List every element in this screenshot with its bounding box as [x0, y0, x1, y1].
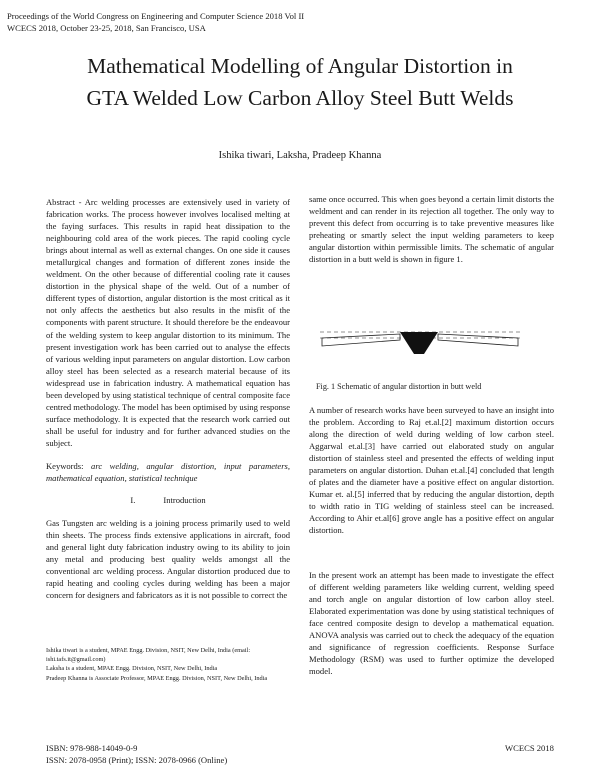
right-column-middle: [309, 404, 554, 537]
distortion-schematic-figure: [320, 316, 520, 366]
conference-header: WCECS 2018, October 23-25, 2018, San Francisco, USA: [7, 23, 206, 33]
right-column-top: [309, 193, 554, 265]
isbn: ISBN: 978-988-14049-0-9: [46, 743, 138, 753]
proceedings-header: Proceedings of the World Congress on Engineering and Computer Science 2018 Vol II: [7, 11, 305, 21]
section-heading-introduction: [46, 494, 290, 506]
issn: ISSN: 2078-0958 (Print); ISSN: 2078-0966 (Online): [46, 755, 228, 765]
weld-bead: [400, 332, 438, 354]
section-title: Introduction: [163, 495, 206, 506]
intro-paragraph: Gas Tungsten arc welding is a joining process primarily used to weld thin sheets. The process finds extensive applications in aircraft, food and general light duty fabrication industry owing to its ability to join any metal and producing best quality welds amongst all the conventional arc welding process. Angular distortion produced due to rapid heating and cooling cycles during welding has been a major concern for designers and fabricators as it is not possible to correct the: [46, 518, 290, 601]
author-list: Ishika tiwari, Laksha, Pradeep Khanna: [218, 150, 382, 161]
left-column: [46, 196, 290, 601]
keywords-label: Keywords:: [46, 460, 84, 471]
paper-title: [20, 50, 580, 114]
keywords-text: arc welding, angular distortion, input parameters, mathematical equation, statistical technique: [46, 460, 290, 484]
figure-caption: Fig. 1 Schematic of angular distortion in butt weld: [316, 382, 482, 391]
title-line-2: GTA Welded Low Carbon Alloy Steel Butt Welds: [86, 86, 514, 110]
conference-footer: WCECS 2018: [505, 743, 554, 753]
footnotes: [46, 646, 294, 683]
footnote-author-2: Laksha is a student, MPAE Engg. Division, NSIT, New Delhi, India: [46, 665, 218, 673]
right-paragraph-3: In the present work an attempt has been made to investigate the effect of different welding parameters like welding current, welding speed and torch angle on angular distortion of low carbon alloy steel. Elaborated experimentation was done by using statistical techniques of face centred composite design to develop a mathematical equation. ANOVA analysis was carried out to check the adequacy of the equation and significance of regression coefficients. Response Surface Methodology (RSM) was used to further optimize the developed model.: [309, 570, 554, 677]
left-plate: [322, 334, 400, 346]
right-paragraph-2: A number of research works have been surveyed to have an insight into the problem. According to Raj et.al.[2] maximum distortion occurs along the direction of weld during welding of low carbon steel. Aggarwal et.al.[3] have carried out elaborated study on angular distortion of stainless steel and presented the effects of welding input parameters on angular distortion. Duhan et.al.[4] concluded that length of plates and the diameter have a positive effect on angular distortion. Kumar et. al.[5] inferred that by reducing the angular distortion, depth to width ratio in TIG welding of stainless steel can be increased. According to Ahir et.al[6] grove angle has a positive effect on angular distortion.: [309, 405, 554, 536]
section-number: I.: [130, 495, 136, 506]
right-plate: [438, 334, 518, 346]
footnote-author-3: Pradeep Khanna is Associate Professor, MPAE Engg. Division, NSIT, New Delhi, India: [46, 674, 268, 682]
keywords: [46, 460, 290, 484]
right-paragraph-1: same once occurred. This when goes beyond a certain limit distorts the weldment and can render in its rejection all together. The only way to prevent this defect from occurring is to take preventive measures like preheating or smartly select the input welding parameters to keep angular distortion within permissible limits. The schematic of angular distortion in a butt weld is shown in figure 1.: [309, 194, 554, 265]
title-line-1: Mathematical Modelling of Angular Distortion in: [87, 54, 513, 78]
abstract-text: Abstract - Arc welding processes are extensively used in variety of fabrication works. The process however involves localised melting at the faying surfaces. This results in rapid heat dissipation to the neighbouring cold area of the work pieces. The rapid cooling cycle brings about internal as well as external changes. On one side it causes metallurgical changes and formation of different zones inside the weldment. On the other because of differential cooling rate it causes distortion in the physical shape of the weld. Out of a number of different types of distortion, angular distortion is the most critical as it not only affects the aesthetics but also results in the misfit of the components with parent structure. It should therefore be the endeavour of the welding system to keep angular distortion to its minimum. The present investigation work has been carried out to analyse the effects of various welding input parameters on angular distortion. Low carbon alloy steel has been selected as a research material because of its widespread use in fabrication industry. A mathematical equation has been developed by using statistical technique of central composite face centred methodology. The model has been optimised by using response surface methodology. It is expected that the research work carried out shall be useful for industry and for further advanced studies on the subject.: [46, 197, 290, 448]
footnote-author-1: Ishika tiwari is a student, MPAE Engg. Division, NSIT, New Delhi, India (email: ishi.tafs.it@gmail.com): [46, 647, 251, 664]
right-column-bottom: [309, 569, 554, 677]
